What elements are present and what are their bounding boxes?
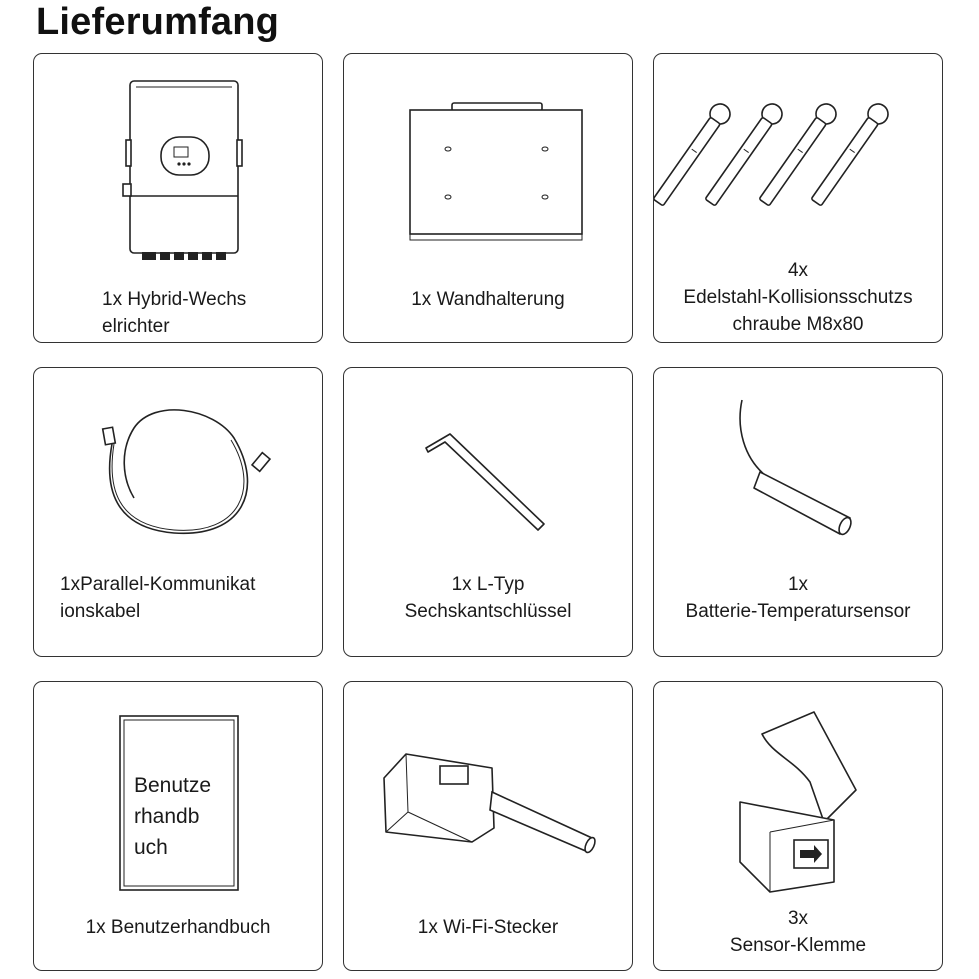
manual-cover-text: Benutze rhandb uch xyxy=(134,774,212,859)
item-caption: 3x Sensor-Klemme xyxy=(729,908,867,956)
item-caption: 1x Wandhalterung xyxy=(411,289,565,310)
item-card-user-manual xyxy=(33,681,323,971)
item-caption: 1x Wi-Fi-Stecker xyxy=(417,917,559,938)
item-card-sensor-clamp xyxy=(653,681,943,971)
item-caption: 1x Hybrid-Wechs elrichter xyxy=(102,289,247,337)
item-caption: 1x Batterie-Temperatursensor xyxy=(685,574,911,622)
item-caption: 4x Edelstahl-Kollisionsschutzs chraube M8x80 xyxy=(683,260,913,335)
item-card-wall-bracket xyxy=(343,53,633,343)
item-card-parallel-cable xyxy=(33,367,323,657)
item-card-wifi-plug xyxy=(343,681,633,971)
page-title: Lieferumfang xyxy=(36,1,280,43)
item-caption: 1x L-Typ Sechskantschlüssel xyxy=(404,574,572,622)
item-card-inverter xyxy=(33,53,323,343)
item-card-screws xyxy=(653,53,943,343)
item-card-temperature-sensor xyxy=(653,367,943,657)
item-caption: 1xParallel-Kommunikat ionskabel xyxy=(60,574,256,622)
item-card-hex-key xyxy=(343,367,633,657)
item-caption: 1x Benutzerhandbuch xyxy=(85,917,271,938)
